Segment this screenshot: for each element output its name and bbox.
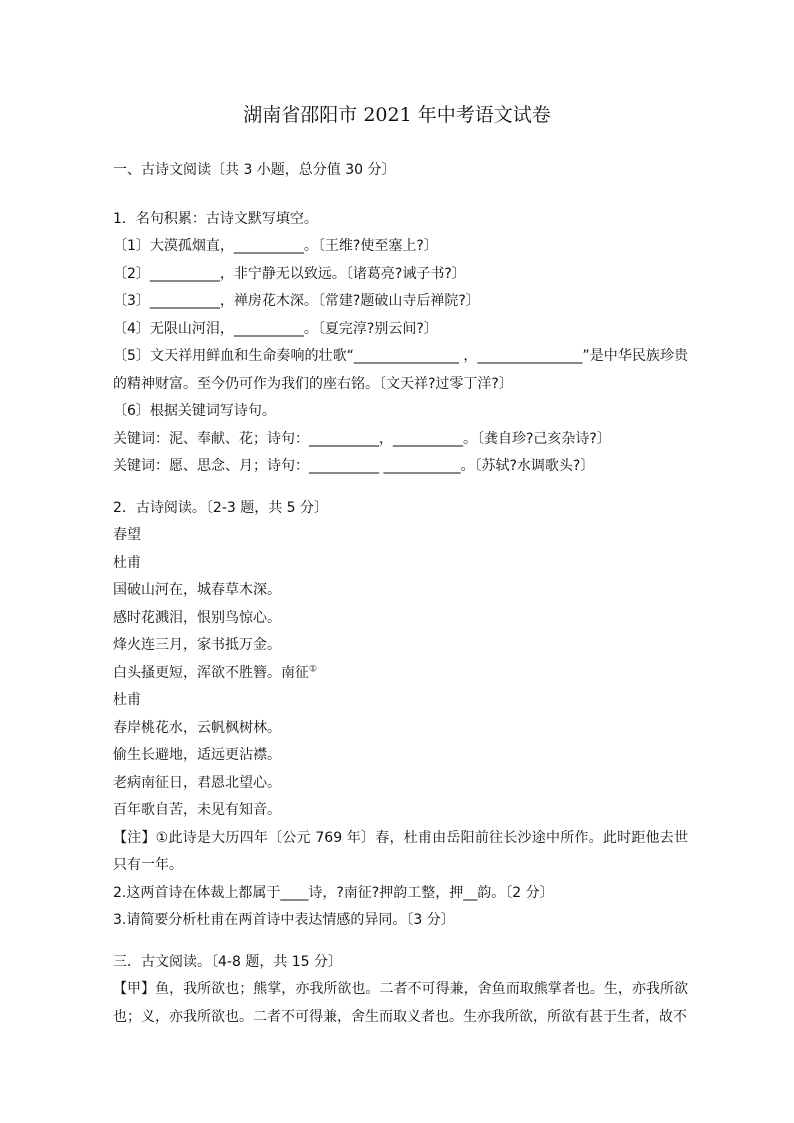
poem-1-line: 感时花溅泪，恨别鸟惊心。	[113, 609, 281, 626]
question-1-item-2: 〔2〕__________，非宁静无以致远。〔诸葛亮?诫子书?〕	[113, 265, 466, 282]
question-2-sub-2: 3.请简要分析杜甫在两首诗中表达情感的异同。〔3 分〕	[113, 912, 455, 928]
poem-2-line: 春岸桃花水，云帆枫树林。	[113, 719, 281, 736]
poem-2-line: 百年歌自苦，未见有知音。	[113, 802, 281, 818]
keyword-line-1: 关键词：泥、奉献、花；诗句：__________，__________。〔龚自珍?己亥杂诗?〕	[113, 430, 611, 447]
poem-2-line: 老病南征日，君恩北望心。	[113, 774, 281, 791]
footnote-mark: ①	[309, 663, 318, 674]
question-2-sub-1: 2.这两首诗在体裁上都属于____诗，?南征?押韵工整，押__韵。〔2 分〕	[113, 884, 554, 901]
poem-1-line-with-note	[113, 660, 688, 688]
section-heading: 一、古诗文阅读〔共 3 小题，总分值 30 分〕	[113, 162, 396, 178]
question-1-stem: 1．名句积累：古诗文默写填空。	[113, 210, 318, 227]
question-3-stem: 三．古文阅读。〔4-8 题，共 15 分〕	[113, 953, 343, 970]
poem-2-line: 偷生长避地，适远更沾襟。	[113, 747, 281, 763]
poem-1-line: 烽火连三月，家书抵万金。	[113, 637, 281, 653]
exam-content	[113, 157, 688, 1031]
classical-text: 【甲】鱼，我所欲也；熊掌，亦我所欲也。二者不可得兼，舍鱼而取熊掌者也。生，亦我所欲也；义，亦我所欲也。二者不可得兼，舍生而取义者也。生亦我所欲，所欲有甚于生者，故不	[113, 981, 688, 1025]
keyword-line-2: 关键词：愿、思念、月；诗句：__________ ___________。〔苏轼?水调歌头?〕	[113, 458, 595, 474]
question-2-stem: 2．古诗阅读。〔2-3 题，共 5 分〕	[113, 499, 329, 516]
poem-2-author: 杜甫	[113, 692, 141, 708]
question-1-item-6: 〔6〕根据关键词写诗句。	[113, 403, 276, 419]
page-title: 湖南省邵阳市 2021 年中考语文试卷	[243, 104, 551, 126]
poem-1-author: 杜甫	[113, 554, 141, 571]
poem-note: 【注】①此诗是大历四年〔公元 769 年〕春，杜甫由岳阳前往长沙途中所作。此时距他去世只有一年。	[113, 829, 688, 873]
poem-1-title: 春望	[113, 527, 141, 543]
poem-1-line: 国破山河在，城春草木深。	[113, 582, 281, 598]
question-1-item-5: 〔5〕文天祥用鲜血和生命奏响的壮歌“_______________ ，_______________”是中华民族珍贵的精神财富。至今仍可作为我们的座右铭。〔文天祥?过零丁洋?〕	[113, 348, 688, 392]
question-1-item-4: 〔4〕无限山河泪，__________。〔夏完淳?别云间?〕	[113, 320, 438, 337]
question-1-item-3: 〔3〕__________，禅房花木深。〔常建?题破山寺后禅院?〕	[113, 293, 480, 309]
poem-1-line: 白头搔更短，浑欲不胜簪。南征	[113, 664, 309, 681]
question-1-item-1: 〔1〕大漠孤烟直，__________。〔王维?使至塞上?〕	[113, 238, 438, 254]
